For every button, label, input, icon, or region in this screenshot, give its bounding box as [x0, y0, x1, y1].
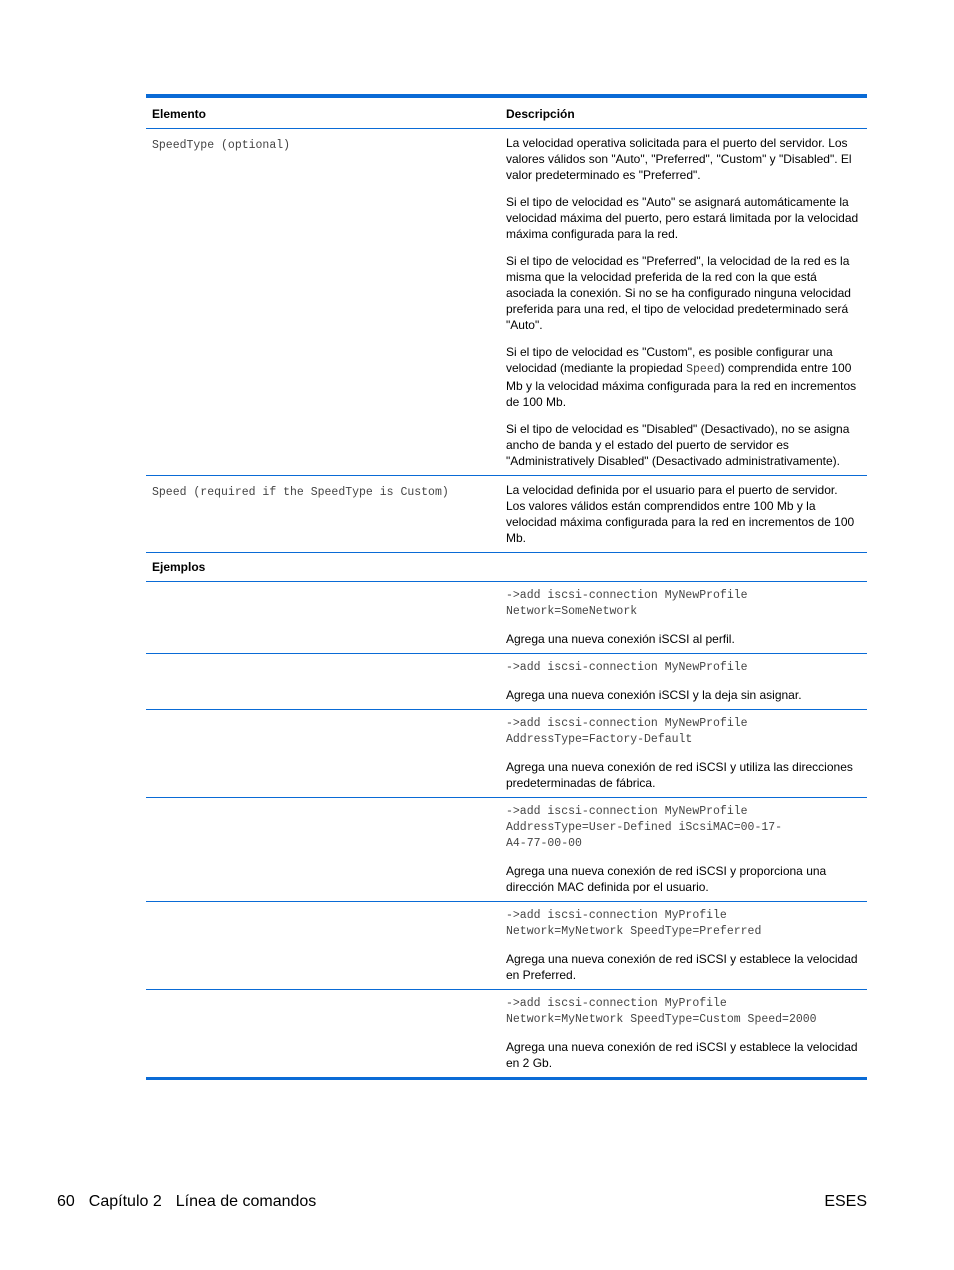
example-command: ->add iscsi-connection MyProfile Network=MyNetwork SpeedType=Preferred [506, 909, 762, 938]
example-description: Agrega una nueva conexión iSCSI y la deja sin asignar. [506, 688, 802, 702]
example-command: ->add iscsi-connection MyNewProfile AddressType=User-Defined iScsiMAC=00-17- A4-77-00-00 [506, 805, 783, 850]
example-description: Agrega una nueva conexión de red iSCSI y establece la velocidad en 2 Gb. [506, 1040, 858, 1070]
example-command: ->add iscsi-connection MyNewProfile [506, 661, 748, 674]
example-row [146, 797, 867, 901]
description-paragraph [506, 344, 859, 410]
example-description: Agrega una nueva conexión de red iSCSI y proporciona una dirección MAC definida por el usuario. [506, 864, 827, 894]
chapter-label: Capítulo 2 [88, 1193, 162, 1210]
example-description: Agrega una nueva conexión de red iSCSI y establece la velocidad en Preferred. [506, 952, 858, 982]
custom-text-before: Si el tipo de velocidad es "Custom", es posible configurar una velocidad (mediante la propiedad [506, 345, 833, 375]
example-row [146, 989, 867, 1077]
example-row [146, 581, 867, 653]
description-paragraph: Si el tipo de velocidad es "Disabled" (Desactivado), no se asigna ancho de banda y el estado del puerto de servidor es "Administratively Disabled" (Desactivado administrativamente). [506, 422, 850, 468]
description-paragraph: Si el tipo de velocidad es "Auto" se asignará automáticamente la velocidad máxima del puerto, pero estará limitada por la velocidad máxima configurada para la red. [506, 195, 859, 241]
parameter-table [146, 94, 867, 1080]
example-row [146, 709, 867, 797]
speed-property-code: Speed [686, 363, 721, 376]
header-elemento: Elemento [152, 107, 207, 121]
example-command: ->add iscsi-connection MyNewProfile AddressType=Factory-Default [506, 717, 748, 746]
examples-header-row [146, 552, 867, 581]
description-paragraph: Si el tipo de velocidad es "Preferred", la velocidad de la red es la misma que la velocidad preferida de la red con la que está asociada la conexión. Si no se ha configurado ninguna velocidad preferida para una red, el tipo de velocidad predeterminado será "Auto". [506, 254, 851, 332]
description-paragraph: La velocidad definida por el usuario para el puerto de servidor. Los valores válidos están comprendidos entre 100 Mb y la velocidad máxima configurada para la red en incrementos de 100 Mb. [506, 483, 855, 545]
example-row [146, 653, 867, 709]
example-command: ->add iscsi-connection MyProfile Network=MyNetwork SpeedType=Custom Speed=2000 [506, 997, 817, 1026]
example-command: ->add iscsi-connection MyNewProfile Network=SomeNetwork [506, 589, 748, 618]
table-header [146, 98, 867, 128]
chapter-title: Línea de comandos [175, 1193, 317, 1210]
header-descripcion: Descripción [506, 107, 575, 121]
description-paragraph: La velocidad operativa solicitada para el puerto del servidor. Los valores válidos son "Auto", "Preferred", "Custom" y "Disabled". El valor predeterminado es "Preferred". [506, 136, 852, 182]
example-description: Agrega una nueva conexión iSCSI al perfil. [506, 632, 735, 646]
example-row [146, 901, 867, 989]
page-number: 60 [57, 1193, 75, 1210]
custom-text-after: ) comprendida entre 100 Mb y la velocidad máxima configurada para la red en incrementos de 100 Mb. [506, 361, 857, 409]
element-name: Speed (required if the SpeedType is Custom) [152, 486, 449, 499]
locale-code: ESES [824, 1193, 867, 1210]
examples-label: Ejemplos [152, 560, 206, 574]
table-row [146, 475, 867, 552]
element-name: SpeedType (optional) [152, 139, 291, 152]
example-description: Agrega una nueva conexión de red iSCSI y utiliza las direcciones predeterminadas de fábrica. [506, 760, 853, 790]
page-footer [57, 1192, 867, 1212]
table-row [146, 128, 867, 475]
